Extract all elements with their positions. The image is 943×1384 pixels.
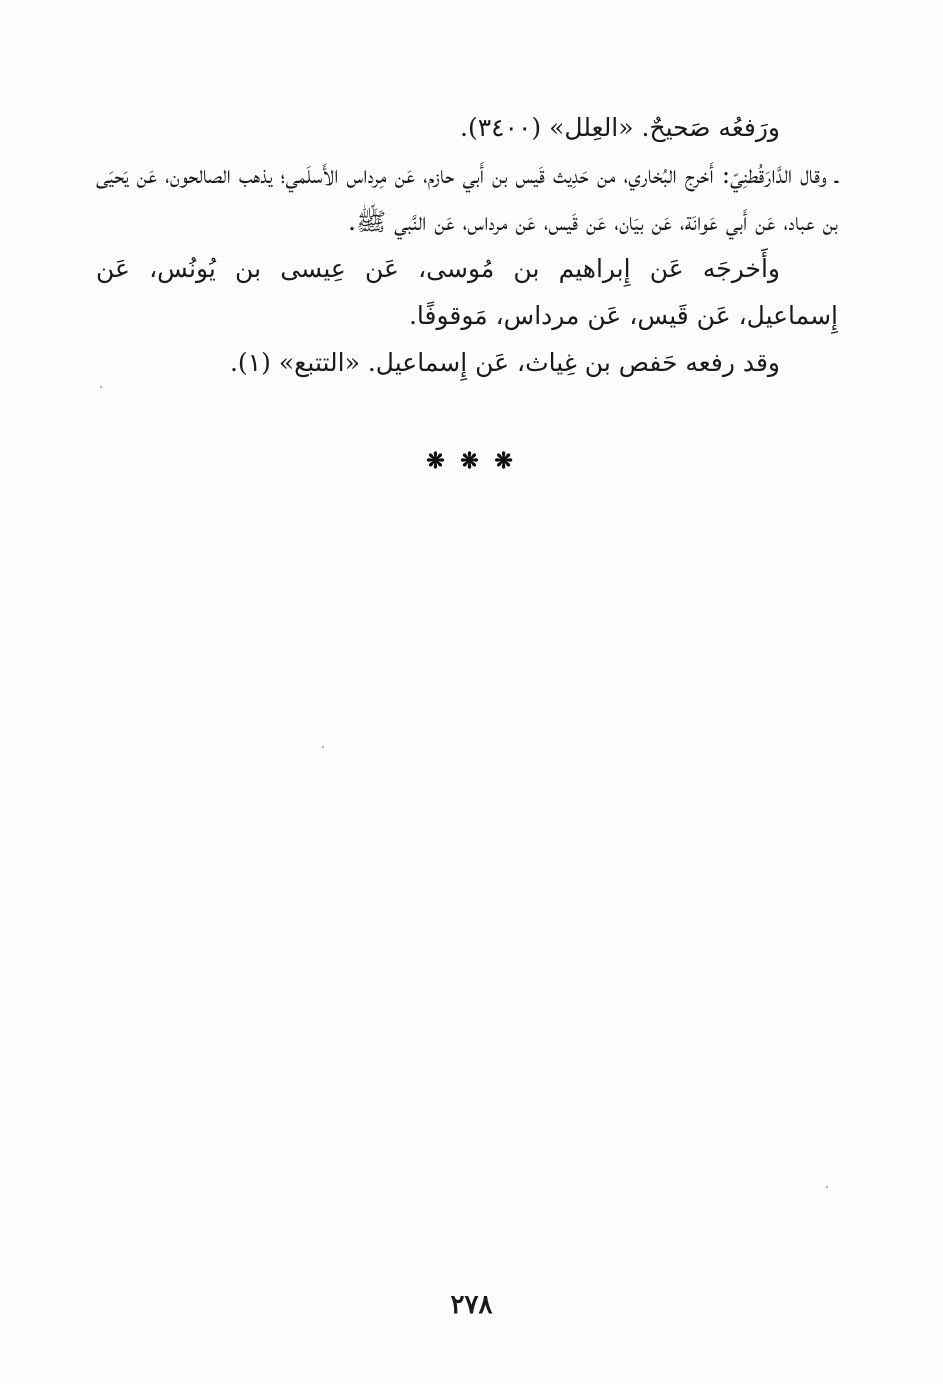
scan-speck <box>100 386 102 388</box>
scan-speck <box>826 1186 828 1188</box>
page-number: ٢٧٨ <box>450 1290 493 1320</box>
paragraph-4: وقد رفعه حَفص بن غِياث، عَن إِسماعيل. «التتبع» (١). <box>229 348 780 377</box>
paragraph-3: وأَخرجَه عَن إِبراهيم بن مُوسى، عَن عِيسى بن يُونُس، عَن إِسماعيل، عَن قَيس، عَن مرداس، مَوقوفًا. <box>96 254 838 330</box>
paragraph-2: ـ وقال الدَّارَقُطنِيّ: أَخرج البُخاري، من حَدِيث قَيس بن أَبي حازم، عَن مِرداس الأَسلَمي؛ يذهب الصالحون، عَن يَحيَى بن عباد، عَن أَبي عَوانَة، عَن بيَان، عَن قَيس، عَن مرداس، عَن النَّبي ﷺ. <box>96 160 838 236</box>
paragraph-1: ورَفعُه صَحيحٌ. «العِلل» (٣٤٠٠). <box>460 113 780 142</box>
scan-speck <box>322 746 324 748</box>
section-separator: ❋ ❋ ❋ <box>426 448 517 474</box>
body-text <box>96 104 838 386</box>
